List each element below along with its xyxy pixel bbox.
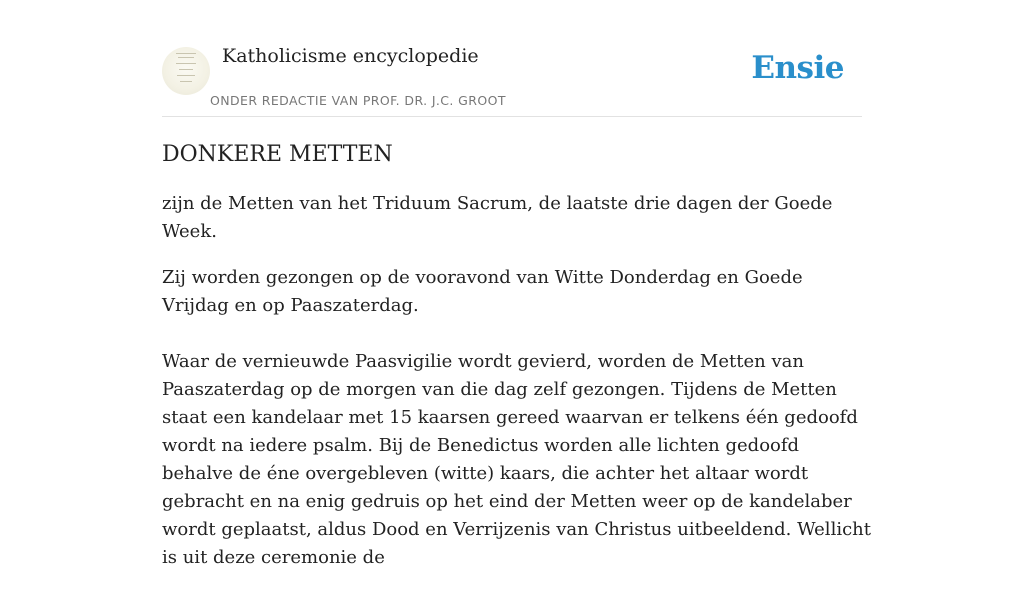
entry-paragraph: Zij worden gezongen op de vooravond van Witte Donderdag en Goede Vrijdag en op Paaszaterdag. — [162, 267, 803, 316]
site-header — [162, 0, 862, 117]
book-cover-thumbnail[interactable] — [162, 47, 210, 95]
ensie-logo[interactable]: Ensie — [751, 50, 844, 86]
entry-paragraph: zijn de Metten van het Triduum Sacrum, de laatste drie dagen der Goede Week. — [162, 193, 833, 242]
book-editor-subtitle: ONDER REDACTIE VAN PROF. DR. J.C. GROOT — [210, 93, 506, 108]
entry-paragraph: Waar de vernieuwde Paasvigilie wordt gevierd, worden de Metten van Paaszaterdag op de morgen van die dag zelf gezongen. Tijdens de Metten staat een kandelaar met 15 kaarsen gereed waarvan er telkens één gedoofd wordt na iedere psalm. Bij de Benedictus worden alle lichten gedoofd behalve de éne overgebleven (witte) kaars, die achter het altaar wordt gebracht en na enig gedruis op het eind der Metten weer op de kandelaber wordt geplaatst, aldus Dood en Verrijzenis van Christus uitbeeldend. Wellicht is uit deze ceremonie de — [162, 351, 871, 568]
entry-title: DONKERE METTEN — [162, 142, 393, 167]
article — [162, 140, 872, 590]
book-title[interactable]: Katholicisme encyclopedie — [222, 45, 479, 67]
